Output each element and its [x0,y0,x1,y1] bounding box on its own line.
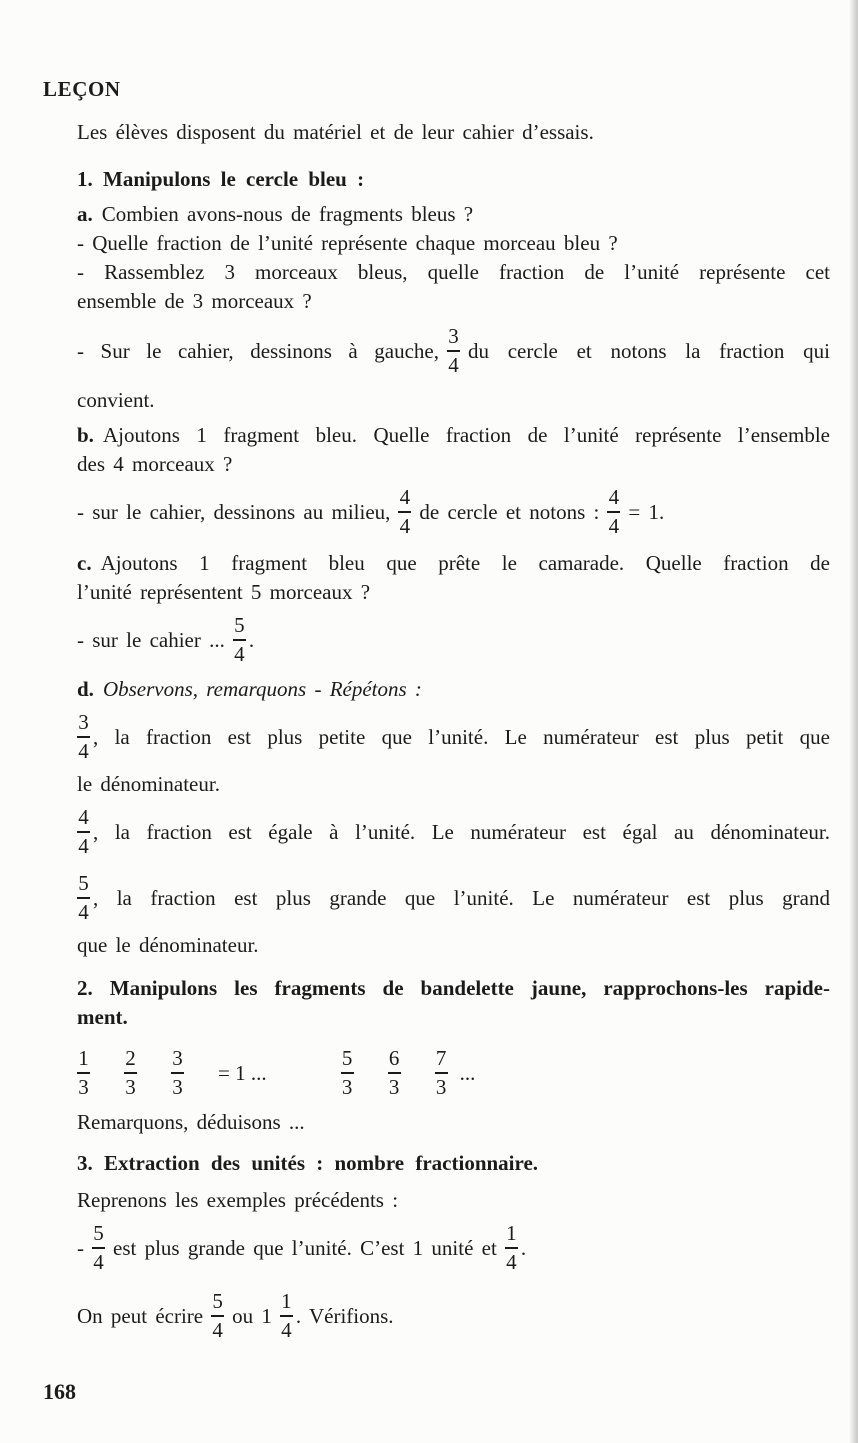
fraction-bar [447,350,460,352]
remark-line: Remarquons, déduisons ... [77,1110,305,1134]
fraction-bar [435,1072,448,1074]
c-draw-end: . [248,627,255,652]
item-b-line2: des 4 morceaux ? [77,452,233,476]
item-d-label: d. [77,677,94,701]
fraction-bar [77,897,90,899]
fraction-1-4: $\frac{1}{4}$ [281,1289,292,1342]
fraction-4-4: $\frac{4}{4}$ [608,485,620,538]
fraction-bar [77,736,90,738]
fraction-4-4: $\frac{4}{4}$ [78,805,89,858]
fraction-5-4: $\frac{5}{4}$ [93,1221,104,1274]
intro-sentence: Les élèves disposent du matériel et de leur cahier d’essais. [77,120,594,144]
write-end: . Vérifions. [295,1303,394,1328]
fraction-7-3: $\frac{7}{3}$ [435,1046,447,1099]
fraction-3-3: $\frac{3}{3}$ [172,1046,183,1099]
write-pre: On peut écrire [77,1303,204,1328]
draw-instruction-cont: convient. [77,388,155,412]
fraction-3-4: $\frac{3}{4}$ [78,710,89,763]
item-b-label: b. [77,423,94,447]
item-c-line [77,549,830,578]
fraction-bar [341,1072,354,1074]
item-a-text: Combien avons-nous de fragments bleus ? [101,202,474,226]
observation-1-cont: le dénominateur. [77,772,220,796]
draw-instruction-line [77,316,830,386]
fraction-5-4: $\frac{5}{4}$ [78,871,89,924]
content-column [43,76,830,1349]
page-title: LEÇON [43,77,121,101]
item-c-line2: l’unité représentent 5 morceaux ? [77,580,371,604]
b-draw-line [77,479,830,545]
fraction-1-4: $\frac{1}{4}$ [506,1221,517,1274]
fraction-bar [77,1072,90,1074]
fraction-bar [505,1247,518,1249]
item-b-line [77,421,830,450]
section-2-title-line2: ment. [77,1005,128,1029]
example-text: est plus grande que l’unité. C’est 1 unité et [113,1235,497,1260]
write-mid: ou 1 [232,1303,272,1328]
fraction-4-4: $\frac{4}{4}$ [399,485,411,538]
example-line [77,1215,830,1281]
b-draw-pre: - sur le cahier, dessinons au milieu, [77,499,391,524]
observation-1-text: , la fraction est plus petite que l’unité. Le numérateur est plus petit que [93,724,830,749]
ellipsis-text: ... [459,1060,476,1085]
fraction-6-3: $\frac{6}{3}$ [388,1046,400,1099]
fraction-5-4: $\frac{5}{4}$ [234,613,245,666]
observation-3-text: , la fraction est plus grande que l’unité. Le numérateur est plus grand [93,885,830,910]
section-3-title: 3. Extraction des unités : nombre fractionnaire. [77,1151,539,1175]
fraction-bar [124,1072,137,1074]
fraction-bar [211,1315,224,1317]
observation-3-cont: que le dénominateur. [77,933,259,957]
observation-line-3 [77,865,830,931]
fraction-bar [77,831,90,833]
write-line [77,1283,830,1349]
item-b-text: Ajoutons 1 fragment bleu. Quelle fraction de l’unité représente l’ensemble [102,423,830,447]
page-number: 168 [43,1379,76,1404]
fraction-bar [280,1315,293,1317]
item-d-line [77,675,830,704]
b-draw-equals: = 1. [628,499,665,524]
fraction-3-4: $\frac{3}{4}$ [448,324,459,377]
observation-2-text: , la fraction est égale à l’unité. Le numérateur est égal au dénominateur. [93,819,830,844]
fraction-bar [398,511,411,513]
equals-one-text: = 1 ... [218,1060,267,1085]
draw-instruction-pre: - Sur le cahier, dessinons à gauche, [77,338,439,363]
c-draw-line [77,607,830,673]
fraction-bar [607,511,620,513]
fraction-1-3: $\frac{1}{3}$ [78,1046,89,1099]
fraction-bar [233,639,246,641]
question-line-2b: ensemble de 3 morceaux ? [77,289,312,313]
fraction-5-4: $\frac{5}{4}$ [212,1289,223,1342]
fraction-bar [92,1247,105,1249]
fraction-bar [388,1072,401,1074]
question-line-1: - Quelle fraction de l’unité représente chaque morceau bleu ? [77,231,618,255]
c-draw-pre: - sur le cahier ... [77,627,225,652]
b-draw-mid: de cercle et notons : [419,499,600,524]
section-2-title-line1: 2. Manipulons les fragments de bandelette jaune, rapprochons-les rapide- [77,976,830,1000]
example-dash: - [77,1235,84,1260]
section-1-title: 1. Manipulons le cercle bleu : [77,167,365,191]
thirds-fraction-row [77,1038,830,1108]
item-c-label: c. [77,551,92,575]
item-c-text: Ajoutons 1 fragment bleu que prête le camarade. Quelle fraction de [100,551,830,575]
item-d-text: Observons, remarquons - Répétons : [102,677,422,701]
section-3-intro: Reprenons les exemples précédents : [77,1188,399,1212]
observation-line-2 [77,799,830,865]
observation-line-1 [77,704,830,770]
scan-edge-shadow [849,0,858,1443]
example-end: . [520,1235,527,1260]
fraction-2-3: $\frac{2}{3}$ [125,1046,136,1099]
item-a-label: a. [77,202,93,226]
question-line-2a: - Rassemblez 3 morceaux bleus, quelle fraction de l’unité représente cet [77,260,830,284]
draw-instruction-post: du cercle et notons la fraction qui [468,338,830,363]
item-a-line [77,200,830,229]
fraction-bar [171,1072,184,1074]
fraction-5-3: $\frac{5}{3}$ [341,1046,353,1099]
